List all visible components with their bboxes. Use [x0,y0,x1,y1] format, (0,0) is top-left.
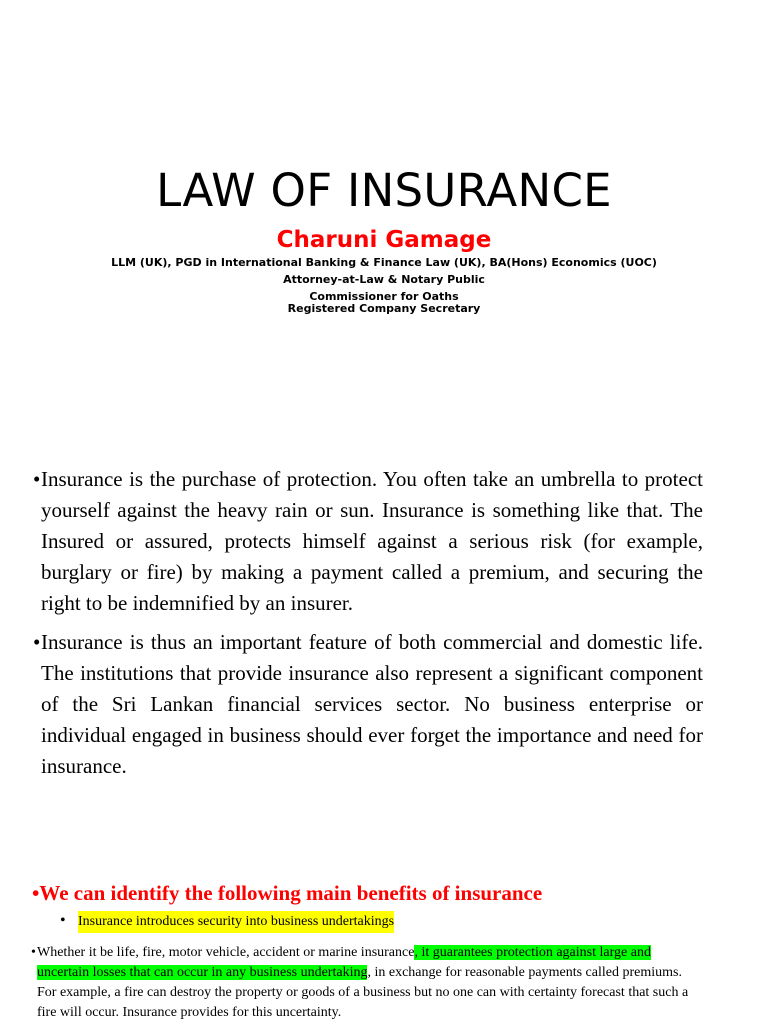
paragraph-text: Insurance is thus an important feature of both commercial and domestic life. The institutions that provide insurance also represent a significant component of the Sri Lankan financial services sector. No business enterprise or individual engaged in business should ever forget the importance and need for insurance. [41,630,703,778]
bullet-icon: • [32,881,40,905]
bullet-icon: • [60,912,66,929]
bullet-icon: • [31,945,36,960]
benefits-heading [32,878,542,908]
paragraph-insurance-definition [33,464,703,619]
credential-degrees: LLM (UK), PGD in International Banking & Finance Law (UK), BA(Hons) Economics (UOC) [111,256,657,269]
note-text-start: Whether it be life, fire, motor vehicle, accident or marine insurance [37,945,415,960]
author-name: Charuni Gamage [276,227,492,253]
paragraph-insurance-importance [33,627,703,782]
benefit-item-text: Insurance introduces security into business undertakings [78,911,394,933]
credential-commissioner: Commissioner for Oaths [309,290,459,303]
paragraph-text: Insurance is the purchase of protection. You often take an umbrella to protect yourself against the heavy rain or sun. Insurance is something like that. The Insured or assured, protects himself against a serious risk (for example, burglary or fire) by making a payment called a premium, and securing the right to be indemnified by an insurer. [41,467,703,615]
note-text-end: , in exchange for reasonable payments called premiums. For example, a fire can destroy the property or goods of a business but no one can with certainty forecast that such a fire will occur. Insurance provides for this uncertainty. [37,965,689,1020]
bullet-icon: • [33,630,41,654]
bullet-icon: • [33,467,41,491]
benefits-heading-text: We can identify the following main benefits of insurance [39,881,543,905]
document-title: LAW OF INSURANCE [156,164,612,217]
note-highlighted-text: , it guarantees protection against large and uncertain losses that can occur in any business undertaking [37,945,651,980]
title-block [0,160,768,316]
credential-secretary: Registered Company Secretary [287,302,481,315]
benefit-note-paragraph [31,943,703,1023]
credential-attorney: Attorney-at-Law & Notary Public [283,273,485,286]
